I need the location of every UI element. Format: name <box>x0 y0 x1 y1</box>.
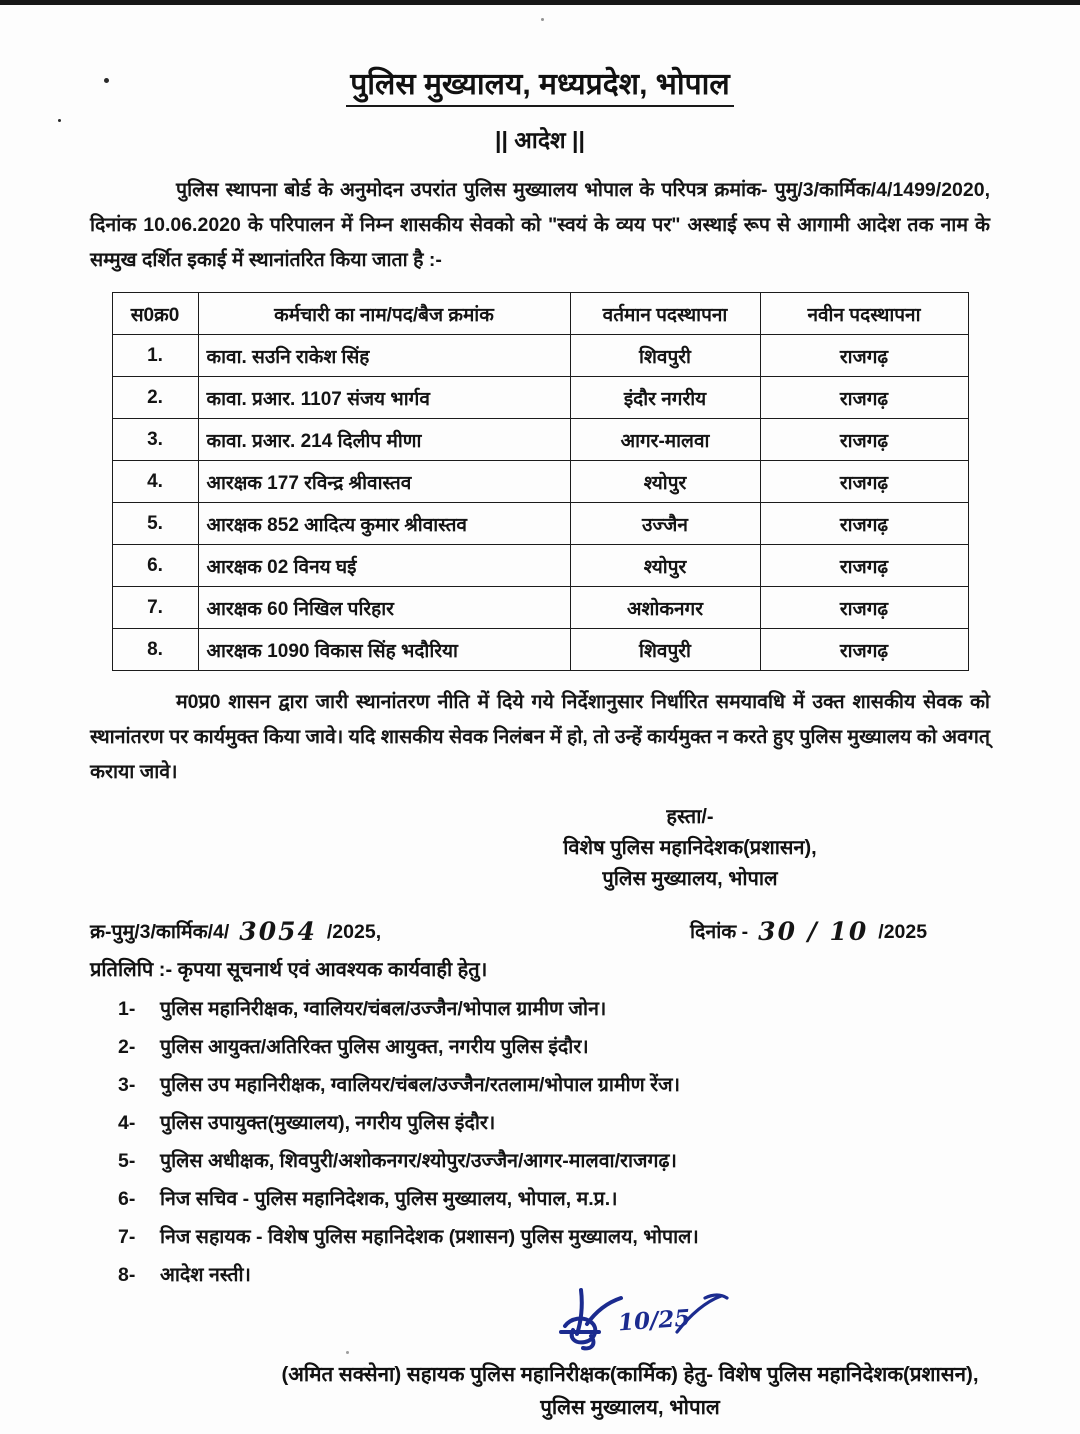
signature-block-bottom <box>90 1294 990 1424</box>
list-item-number: 6- <box>118 1188 136 1210</box>
list-item <box>90 1142 990 1180</box>
cell-employee: आरक्षक 02 विनय घई <box>198 545 570 587</box>
table-row <box>112 419 968 461</box>
document-subtitle: || आदेश || <box>495 127 585 153</box>
signature-block-top <box>90 802 990 895</box>
copy-section-heading: प्रतिलिपि :- कृपया सूचनार्थ एवं आवश्यक कार्यवाही हेतु। <box>90 959 488 981</box>
cell-current-posting: उज्जैन <box>570 503 760 545</box>
list-item-label: पुलिस उप महानिरीक्षक, ग्वालियर/चंबल/उज्जैन/रतलाम/भोपाल ग्रामीण रेंज। <box>160 1074 681 1096</box>
post-table-paragraph: म0प्र0 शासन द्वारा जारी स्थानांतरण नीति में दिये गये निर्देशानुसार निर्धारित समयावधि में उक्त शासकीय सेवक को स्थानांतरण पर कार्यमुक्त किया जावे। यदि शासकीय सेवक निलंबन में हो, तो उन्हें कार्यमुक्त न करते हुए पुलिस मुख्यालय को अवगत् कराया जावे। <box>90 691 990 783</box>
cell-serial: 6. <box>112 545 198 587</box>
cell-new-posting: राजगढ़ <box>760 629 968 671</box>
cell-employee: कावा. प्रआर. 1107 संजय भार्गव <box>198 377 570 419</box>
cell-employee: आरक्षक 177 रविन्द्र श्रीवास्तव <box>198 461 570 503</box>
document-header <box>0 62 1080 107</box>
cell-serial: 4. <box>112 461 198 503</box>
signatory-name: (अमित सक्सेना) <box>281 1363 402 1386</box>
cell-employee: कावा. प्रआर. 214 दिलीप मीणा <box>198 419 570 461</box>
list-item-label: निज सहायक - विशेष पुलिस महानिदेशक (प्रशासन) पुलिस मुख्यालय, भोपाल। <box>160 1226 699 1248</box>
column-header-current-posting: वर्तमान पदस्थापना <box>570 293 760 335</box>
cell-current-posting: श्योपुर <box>570 545 760 587</box>
cell-current-posting: शिवपुरी <box>570 629 760 671</box>
list-item-label: पुलिस महानिरीक्षक, ग्वालियर/चंबल/उज्जैन/भोपाल ग्रामीण जोन। <box>160 998 607 1020</box>
cell-current-posting: इंदौर नगरीय <box>570 377 760 419</box>
copy-recipient-list <box>90 990 990 1294</box>
signature-date: 10/25 <box>617 1304 692 1337</box>
cell-serial: 2. <box>112 377 198 419</box>
signatory-office: पुलिस मुख्यालय, भोपाल <box>540 1396 720 1419</box>
list-item-number: 3- <box>118 1074 136 1096</box>
signatory-designation: विशेष पुलिस महानिदेशक(प्रशासन), <box>563 837 817 859</box>
cell-serial: 8. <box>112 629 198 671</box>
cell-new-posting: राजगढ़ <box>760 419 968 461</box>
reference-suffix: /2025, <box>326 921 382 943</box>
table-row <box>112 335 968 377</box>
transfer-table <box>112 292 969 671</box>
signatory-designation: सहायक पुलिस महानिरीक्षक(कार्मिक) <box>406 1363 678 1386</box>
cell-employee: आरक्षक 852 आदित्य कुमार श्रीवास्तव <box>198 503 570 545</box>
list-item-number: 1- <box>118 998 136 1020</box>
order-date <box>690 917 927 946</box>
list-item <box>90 1104 990 1142</box>
signatory-office: पुलिस मुख्यालय, भोपाल <box>602 868 778 890</box>
cell-serial: 7. <box>112 587 198 629</box>
cell-serial: 5. <box>112 503 198 545</box>
table-row <box>112 461 968 503</box>
cell-new-posting: राजगढ़ <box>760 587 968 629</box>
table-row <box>112 587 968 629</box>
signatory-for-line: हेतु- विशेष पुलिस महानिदेशक(प्रशासन), <box>683 1363 979 1386</box>
list-item-number: 4- <box>118 1112 136 1134</box>
cell-current-posting: श्योपुर <box>570 461 760 503</box>
handwritten-signature <box>270 1294 990 1358</box>
cell-employee: आरक्षक 60 निखिल परिहार <box>198 587 570 629</box>
table-row <box>112 377 968 419</box>
cell-serial: 1. <box>112 335 198 377</box>
column-header-employee: कर्मचारी का नाम/पद/बैज क्रमांक <box>198 293 570 335</box>
page-title: पुलिस मुख्यालय, मध्यप्रदेश, भोपाल <box>346 62 734 107</box>
list-item <box>90 1066 990 1104</box>
cell-new-posting: राजगढ़ <box>760 461 968 503</box>
cell-new-posting: राजगढ़ <box>760 503 968 545</box>
cell-current-posting: शिवपुरी <box>570 335 760 377</box>
cell-new-posting: राजगढ़ <box>760 545 968 587</box>
table-row <box>112 629 968 671</box>
hasta-label: हस्ता/- <box>666 806 714 828</box>
list-item <box>90 1180 990 1218</box>
list-item <box>90 1028 990 1066</box>
cell-current-posting: अशोकनगर <box>570 587 760 629</box>
footer-watermark <box>238 1424 838 1434</box>
reference-row <box>90 913 990 951</box>
cell-serial: 3. <box>112 419 198 461</box>
list-item <box>90 990 990 1028</box>
list-item-label: पुलिस उपायुक्त(मुख्यालय), नगरीय पुलिस इंदौर। <box>160 1112 496 1134</box>
cell-new-posting: राजगढ़ <box>760 335 968 377</box>
cell-new-posting: राजगढ़ <box>760 377 968 419</box>
list-item-number: 5- <box>118 1150 136 1172</box>
list-item-number: 7- <box>118 1226 136 1248</box>
list-item-number: 2- <box>118 1036 136 1058</box>
cell-employee: कावा. सउनि राकेश सिंह <box>198 335 570 377</box>
table-header-row <box>112 293 968 335</box>
list-item-label: निज सचिव - पुलिस महानिदेशक, पुलिस मुख्यालय, भोपाल, म.प्र.। <box>160 1188 618 1210</box>
table-row <box>112 545 968 587</box>
table-row <box>112 503 968 545</box>
reference-number-handwritten: 3054 <box>239 917 317 946</box>
column-header-serial: स0क्र0 <box>112 293 198 335</box>
list-item-label: पुलिस आयुक्त/अतिरिक्त पुलिस आयुक्त, नगरीय पुलिस इंदौर। <box>160 1036 589 1058</box>
intro-paragraph: पुलिस स्थापना बोर्ड के अनुमोदन उपरांत पुलिस मुख्यालय भोपाल के परिपत्र क्रमांक- पुमु/3/कार्मिक/4/1499/2020, दिनांक 10.06.2020 के परिपालन में निम्न शासकीय सेवको को "स्वयं के व्यय पर" अस्थाई रूप से आगामी आदेश तक नाम के सम्मुख दर्शित इकाई में स्थानांतरित किया जाता है :- <box>90 179 990 271</box>
reference-number <box>90 917 381 946</box>
cell-employee: आरक्षक 1090 विकास सिंह भदौरिया <box>198 629 570 671</box>
date-year: /2025 <box>878 921 928 943</box>
cell-current-posting: आगर-मालवा <box>570 419 760 461</box>
column-header-new-posting: नवीन पदस्थापना <box>760 293 968 335</box>
list-item-label: आदेश नस्ती। <box>160 1264 251 1286</box>
date-label: दिनांक - <box>690 921 749 943</box>
list-item-number: 8- <box>118 1264 136 1286</box>
reference-prefix: क्र-पुमु/3/कार्मिक/4/ <box>90 921 230 943</box>
list-item-label: पुलिस अधीक्षक, शिवपुरी/अशोकनगर/श्योपुर/उज्जैन/आगर-मालवा/राजगढ़। <box>160 1150 677 1172</box>
date-handwritten: 30 / 10 <box>758 917 869 946</box>
list-item <box>90 1218 990 1256</box>
